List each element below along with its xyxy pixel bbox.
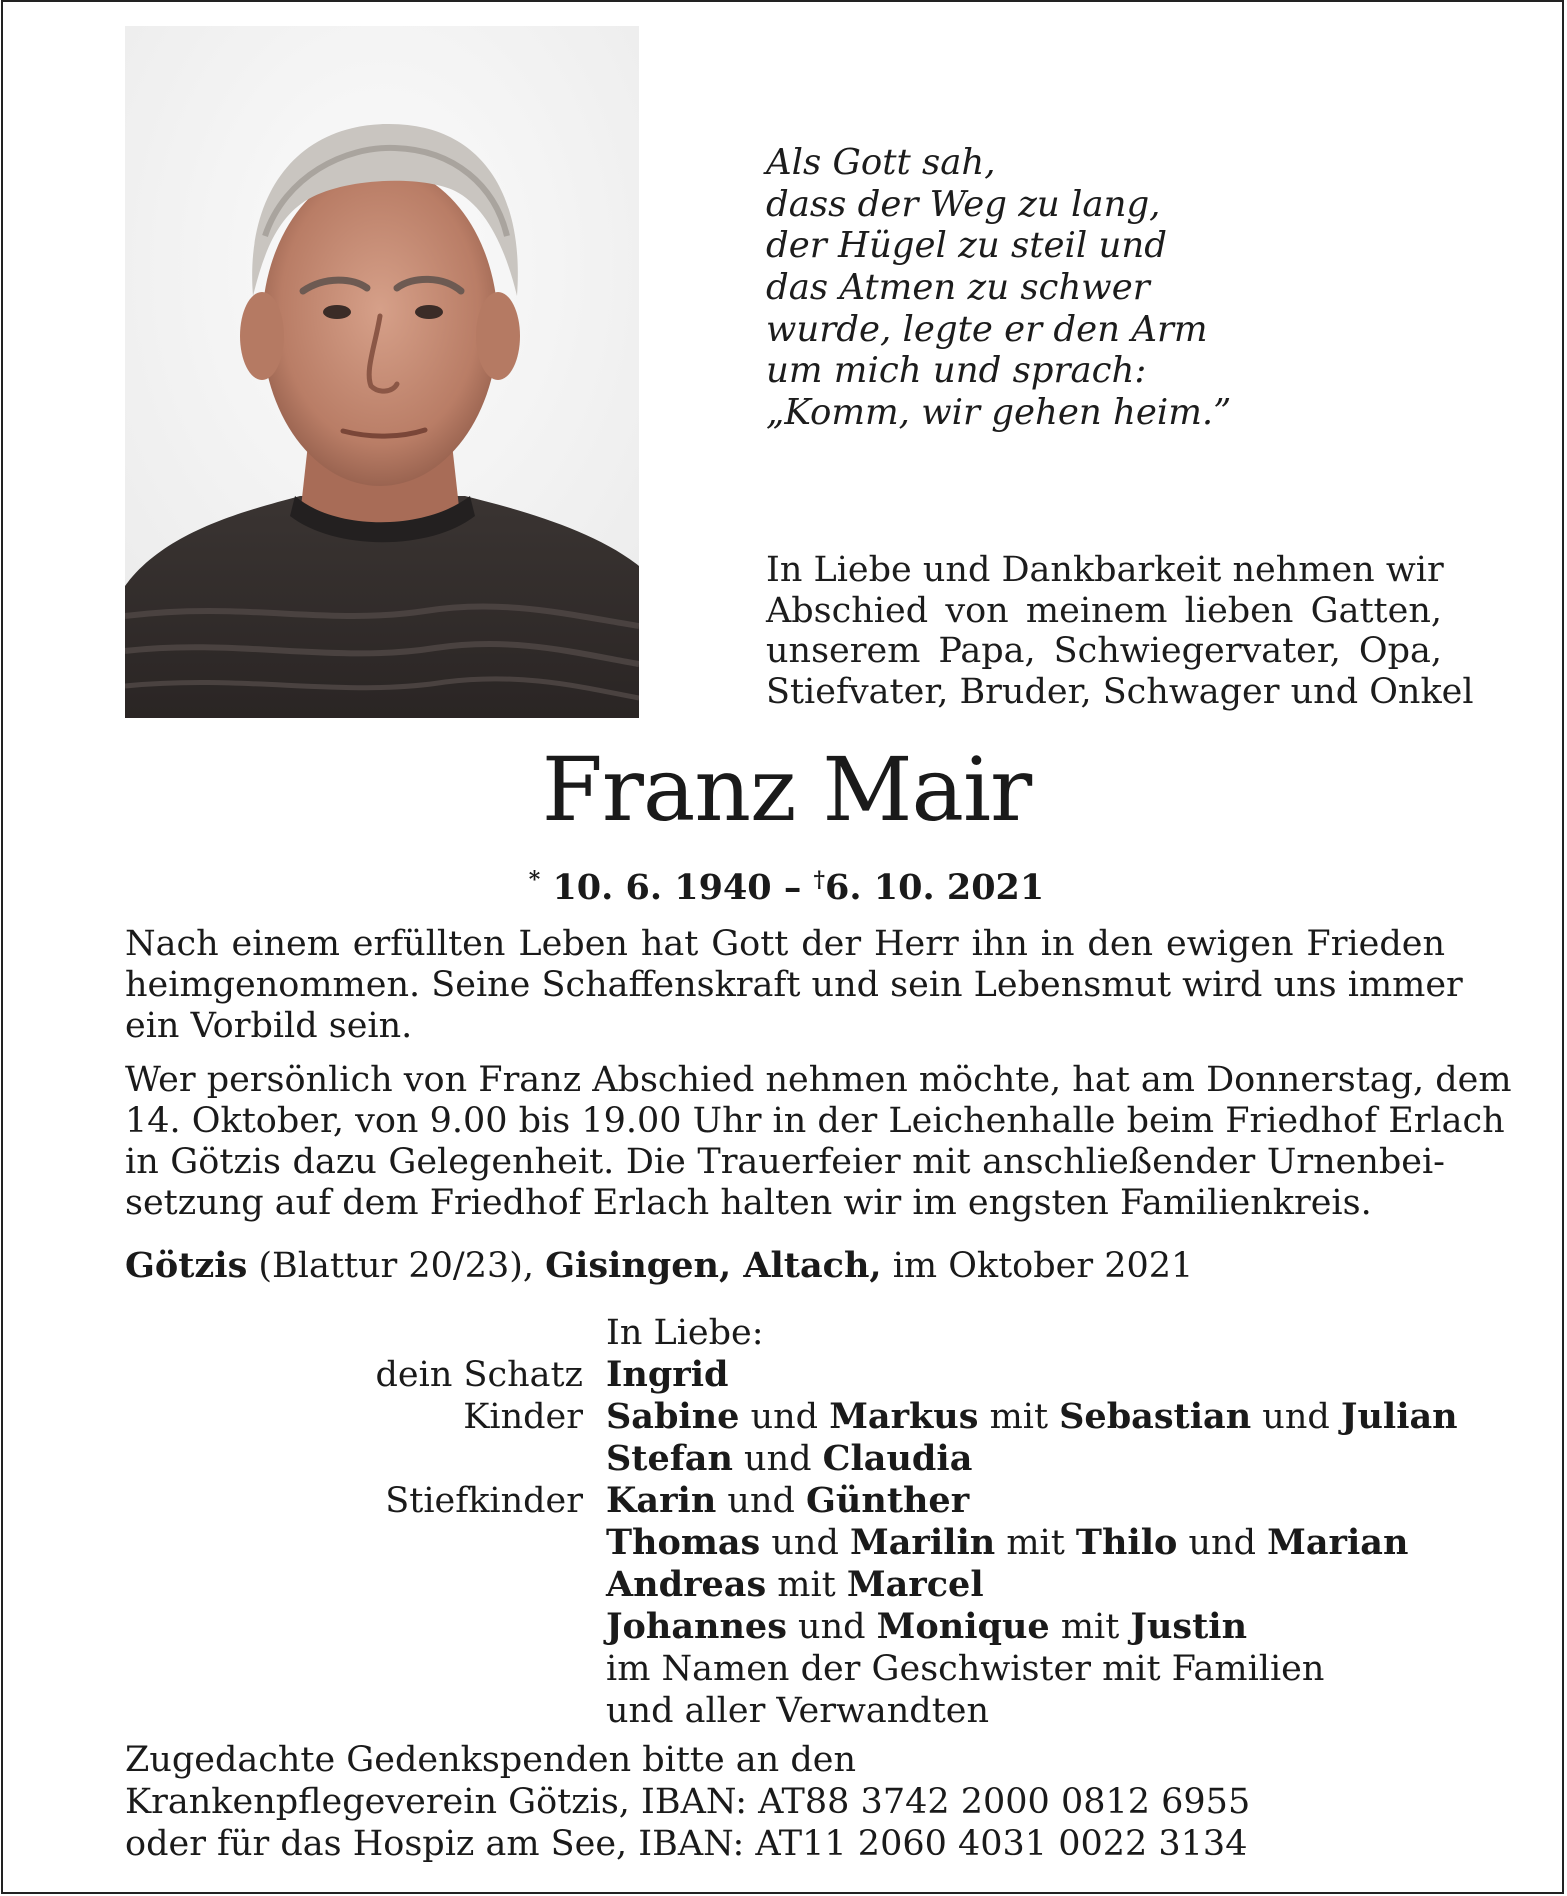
family-members	[606, 1438, 972, 1480]
family-member-name: Sabine	[606, 1396, 740, 1437]
paragraph-line: Wer persönlich von Franz Abschied nehmen möchte, hat am Donnerstag, dem	[125, 1060, 1512, 1100]
family-members	[606, 1354, 729, 1396]
place-date-line	[125, 1245, 1193, 1287]
place-town: Götzis	[125, 1245, 248, 1286]
family-intro: In Liebe:	[606, 1313, 764, 1353]
place-month: im Oktober 2021	[881, 1246, 1194, 1286]
family-member-name: Markus	[829, 1396, 979, 1437]
birth-date: 10. 6. 1940	[552, 867, 772, 908]
family-list	[3, 1312, 1567, 1732]
poem-line: das Atmen zu schwer	[766, 267, 1150, 309]
intro-line: unserem Papa, Schwiegervater, Opa,	[766, 631, 1442, 671]
donation-info	[125, 1739, 1250, 1865]
family-intro-row	[3, 1312, 1567, 1354]
family-connector: und	[716, 1481, 807, 1521]
family-member-name: Marian	[1267, 1522, 1409, 1563]
family-member-name: Stefan	[606, 1438, 733, 1479]
intro-line: In Liebe und Dankbarkeit nehmen wir	[766, 550, 1444, 590]
family-row	[3, 1606, 1567, 1648]
obituary-notice	[1, 0, 1564, 1894]
family-relation-label: dein Schatz	[375, 1355, 583, 1395]
place-towns: Gisingen, Altach,	[545, 1245, 882, 1286]
intro-line: Stiefvater, Bruder, Schwager und Onkel	[766, 671, 1474, 712]
family-connector: und	[732, 1439, 823, 1479]
paragraph-line: Nach einem erfüllten Leben hat Gott der Herr ihn in den ewigen Frieden	[125, 924, 1445, 964]
deceased-name: Franz Mair	[541, 738, 1032, 841]
life-dates	[3, 858, 1567, 910]
death-date: 6. 10. 2021	[825, 867, 1045, 908]
family-members	[606, 1564, 984, 1606]
paragraph-line: heimgenommen. Seine Schaffenskraft und sein Lebensmut wird uns immer	[125, 965, 1463, 1005]
family-connector: und	[1177, 1523, 1268, 1563]
family-connector: mit	[766, 1565, 847, 1605]
poem-line: „Komm, wir gehen heim.”	[766, 392, 1232, 434]
family-member-name: Julian	[1340, 1396, 1458, 1437]
paragraph-line: 14. Oktober, von 9.00 bis 19.00 Uhr in der Leichenhalle beim Friedhof Erlach	[125, 1101, 1505, 1141]
family-connector: mit	[1049, 1607, 1131, 1647]
family-members	[606, 1522, 1408, 1564]
donation-line: Zugedachte Gedenkspenden bitte an den	[125, 1740, 857, 1780]
family-row	[3, 1438, 1567, 1480]
paragraph-line: ein Vorbild sein.	[125, 1006, 413, 1046]
poem	[766, 142, 1231, 434]
family-member-name: Thilo	[1075, 1522, 1178, 1563]
portrait-photo	[125, 26, 639, 718]
portrait-image	[125, 26, 639, 718]
family-members	[606, 1480, 969, 1522]
family-member-name: Karin	[606, 1480, 717, 1521]
family-member-name: Andreas	[606, 1564, 767, 1605]
paragraph-line: setzung auf dem Friedhof Erlach halten wir im engsten Familienkreis.	[125, 1183, 1372, 1223]
family-connector: im Namen der Geschwister mit Familien	[606, 1649, 1325, 1689]
family-connector: und	[786, 1607, 877, 1647]
family-members	[606, 1606, 1247, 1648]
family-connector: mit	[978, 1397, 1060, 1437]
donation-line: oder für das Hospiz am See, IBAN: AT11 2060 4031 0022 3134	[125, 1824, 1248, 1864]
poem-line: wurde, legte er den Arm	[766, 308, 1208, 350]
family-connector: mit	[995, 1523, 1076, 1563]
family-members	[606, 1648, 1324, 1690]
family-member-name: Thomas	[606, 1522, 761, 1563]
family-relation-label: Kinder	[463, 1397, 583, 1437]
family-member-name: Ingrid	[606, 1354, 729, 1395]
date-separator: –	[783, 867, 802, 908]
family-member-name: Johannes	[606, 1606, 787, 1647]
paragraph-life	[125, 924, 1463, 1047]
family-row	[3, 1396, 1567, 1438]
poem-line: der Hügel zu steil und	[766, 225, 1167, 267]
family-row	[3, 1564, 1567, 1606]
poem-line: Als Gott sah,	[766, 142, 996, 183]
family-row	[3, 1522, 1567, 1564]
family-row	[3, 1648, 1567, 1690]
family-connector: und aller Verwandten	[606, 1691, 990, 1731]
family-row	[3, 1480, 1567, 1522]
family-member-name: Marcel	[846, 1564, 984, 1605]
death-symbol: †	[813, 867, 826, 893]
family-member-name: Monique	[876, 1606, 1050, 1647]
family-row	[3, 1690, 1567, 1732]
birth-symbol: *	[528, 867, 541, 893]
family-connector: und	[760, 1523, 851, 1563]
family-member-name: Marilin	[850, 1522, 996, 1563]
family-member-name: Justin	[1130, 1606, 1248, 1647]
family-member-name: Claudia	[822, 1438, 973, 1479]
paragraph-line: in Götzis dazu Gelegenheit. Die Trauerfeier mit anschließender Urnenbei-	[125, 1142, 1445, 1182]
intro-line: Abschied von meinem lieben Gatten,	[766, 590, 1442, 631]
family-connector: und	[739, 1397, 830, 1437]
poem-line: um mich und sprach:	[766, 350, 1147, 392]
poem-line: dass der Weg zu lang,	[766, 183, 1161, 225]
family-member-name: Günther	[806, 1480, 970, 1521]
donation-line: Krankenpflegeverein Götzis, IBAN: AT88 3742 2000 0812 6955	[125, 1782, 1251, 1822]
paragraph-arrangements	[125, 1060, 1512, 1224]
family-member-name: Sebastian	[1059, 1396, 1252, 1437]
family-row	[3, 1354, 1567, 1396]
family-relation-label: Stiefkinder	[385, 1481, 583, 1521]
place-detail: (Blattur 20/23),	[247, 1246, 546, 1286]
family-members	[606, 1396, 1458, 1438]
family-members	[606, 1690, 989, 1732]
farewell-intro	[766, 550, 1474, 712]
family-connector: und	[1251, 1397, 1341, 1437]
